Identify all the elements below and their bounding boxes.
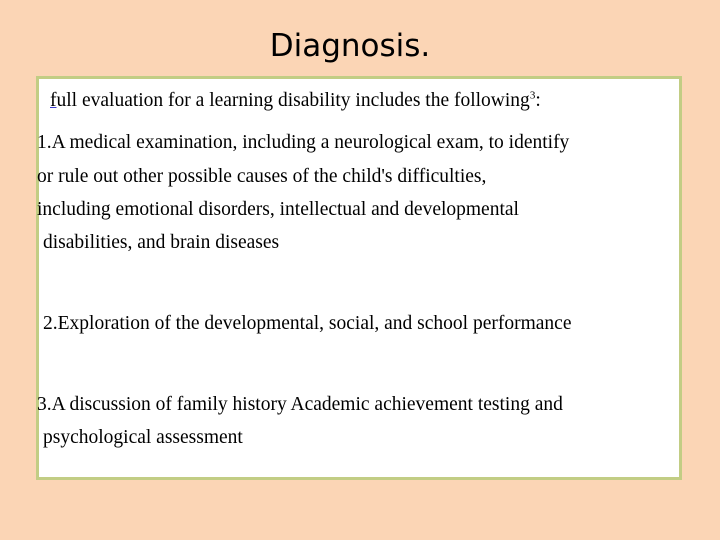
item-1-line-4: disabilities, and brain diseases — [43, 232, 280, 253]
intro-line — [50, 91, 541, 111]
item-3-line-1: 3.A discussion of family history Academic achievement testing and — [37, 394, 563, 415]
intro-text: ull evaluation for a learning disability includes the following — [56, 90, 530, 111]
item-3-line-2: psychological assessment — [43, 427, 243, 448]
intro-lead-letter: f — [50, 90, 57, 111]
item-2-line-1: 2.Exploration of the developmental, social, and school performance — [43, 313, 572, 334]
intro-footnote-ref: 3 — [529, 89, 536, 102]
slide-title: Diagnosis. — [269, 28, 431, 64]
item-1-line-2: or rule out other possible causes of the child's difficulties, — [37, 166, 487, 187]
item-1-line-1: 1.A medical examination, including a neurological exam, to identify — [37, 132, 570, 153]
item-1-line-3: including emotional disorders, intellectual and developmental — [37, 199, 519, 220]
intro-colon: : — [535, 90, 541, 111]
